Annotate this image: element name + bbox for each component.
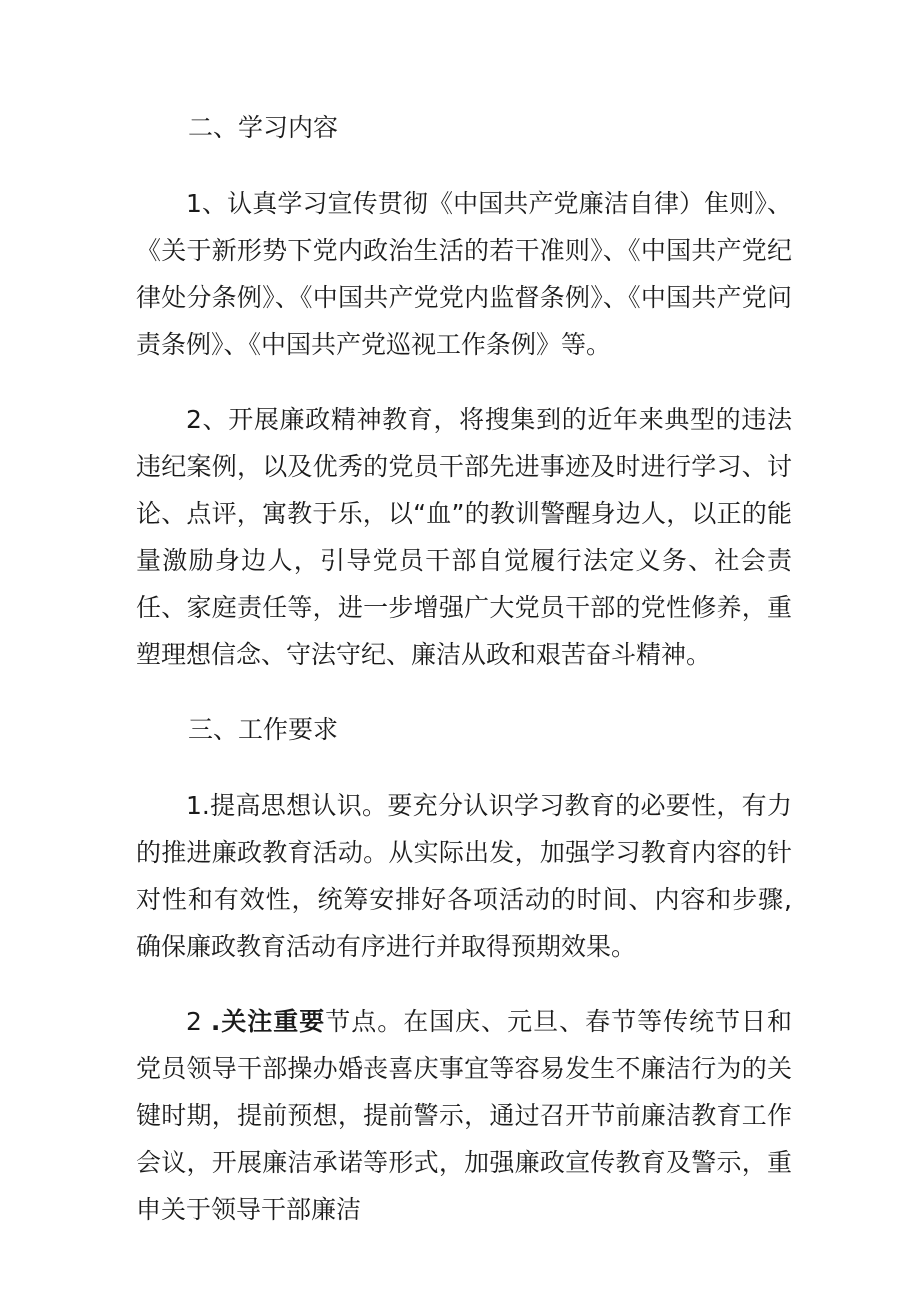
requirement-item-2-bold-title: .关注重要 — [210, 1007, 326, 1036]
section-heading-work-requirements: 三、工作要求 — [188, 715, 339, 744]
paragraph-study-item-1: 1、认真学习宣传贯彻《中国共产党廉洁自律）隹则》、《关于新形势下党内政治生活的若干准则》、《中国共产党纪律处分条例》、《中国共产党党内监督条例》、《中国共产党问责条例》、《中国共产党巡视工作条例》等。 — [136, 189, 792, 359]
requirement-item-2-number: 2 — [186, 1007, 211, 1036]
paragraph-study-item-2: 2、开展廉政精神教育，将搜集到的近年来典型的违法违纪案例，以及优秀的党员干部先进事迹及时进行学习、讨论、点评，寓教于乐，以“血”的教训警醒身边人，以正的能量激励身边人，引导党员干部自觉履行法定义务、社会责任、家庭责任等，进一步增强广大党员干部的党性修养，重塑理想信念、守法守纪、廉洁从政和艰苦奋斗精神。 — [136, 405, 792, 669]
requirement-item-2-text: 节点。在国庆、元旦、春节等传统节日和党员领导干部操办婚丧喜庆事宜等容易发生不廉洁行为的关键时期，提前预想，提前警示，通过召开节前廉洁教育工作会议，开展廉洁承诺等形式，加强廉政宣传教育及警示，重申关于领导干部廉洁 — [136, 1007, 792, 1224]
paragraph-requirement-item-1: 1.提高思想认识。要充分认识学习教育的必要性，有力的推进廉政教育活动。从实际出发，加强学习教育内容的针对性和有效性，统筹安排好各项活动的时间、内容和步骤,确保廉政教育活动有序进行并取得预期效果。 — [136, 791, 792, 961]
section-heading-study-content: 二、学习内容 — [188, 113, 339, 142]
paragraph-requirement-item-2 — [136, 998, 792, 1233]
